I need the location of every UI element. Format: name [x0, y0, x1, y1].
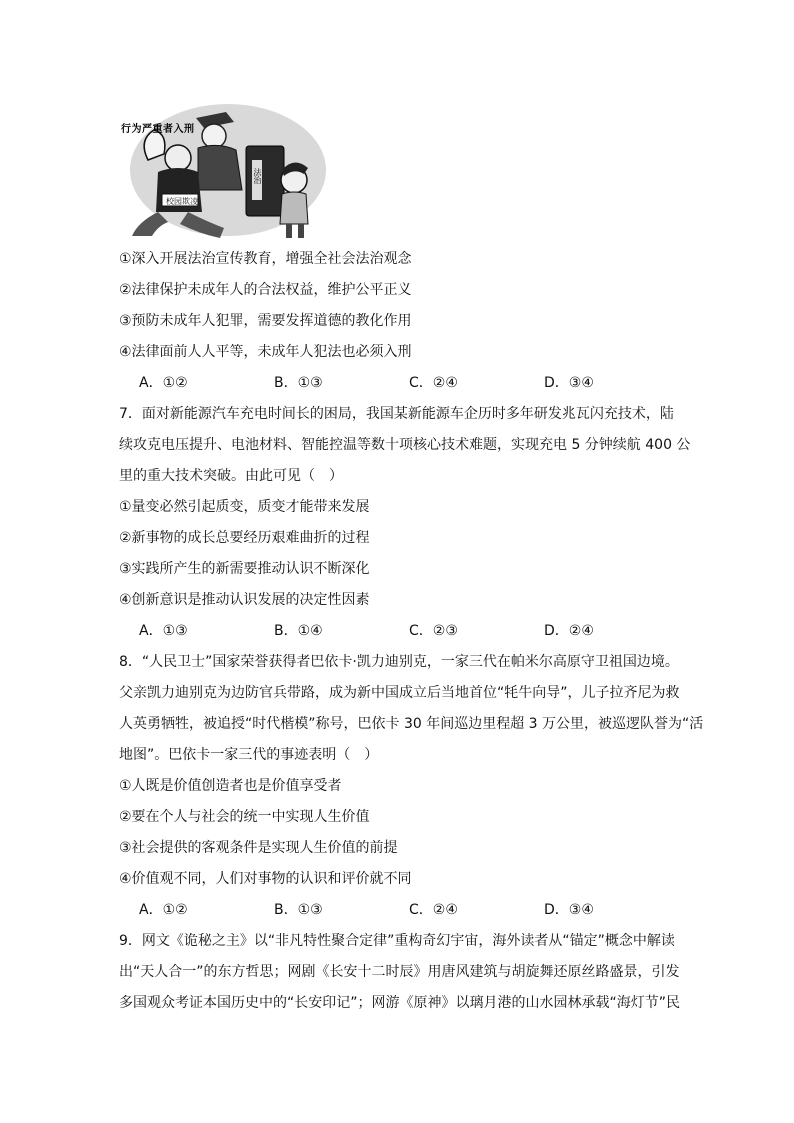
cartoon-caption: 行为严重者入刑 — [121, 124, 195, 135]
q8-item-4: ④价值观不同，人们对事物的认识和评价就不同 — [119, 871, 412, 887]
q6-option-c[interactable]: C．②④ — [409, 375, 458, 391]
q9-stem-line-2: 出“天人合一”的东方哲思；网剧《长安十二时辰》用唐风建筑与胡旋舞还原丝路盛景，引发 — [119, 964, 680, 980]
q6-option-d[interactable]: D．③④ — [544, 375, 594, 391]
q8-stem-line-2: 父亲凯力迪别克为边防官兵带路，成为新中国成立后当地首位“牦牛向导”，儿子拉齐尼为救 — [119, 685, 680, 701]
q7-stem-line-1: 7．面对新能源汽车充电时间长的困局，我国某新能源车企历时多年研发兆瓦闪充技术，陆 — [119, 406, 674, 422]
q7-option-c[interactable]: C．②③ — [409, 623, 458, 639]
cartoon-book-text: 法治 — [253, 168, 262, 184]
q7-option-a[interactable]: A．①③ — [139, 623, 188, 639]
q6-item-4: ④法律面前人人平等，未成年人犯法也必须入刑 — [119, 344, 412, 360]
q8-stem-line-3: 人英勇牺牲，被追授“时代楷模”称号，巴依卡 30 年间巡边里程超 3 万公里，被巡逻队誉为“活 — [119, 716, 704, 732]
q6-option-b[interactable]: B．①③ — [274, 375, 323, 391]
q8-option-d[interactable]: D．③④ — [544, 902, 594, 918]
q9-stem-line-1: 9．网文《诡秘之主》以“非凡特性聚合定律”重构奇幻宇宙，海外读者从“锚定”概念中解读 — [119, 933, 675, 949]
q7-item-2: ②新事物的成长总要经历艰难曲折的过程 — [119, 530, 370, 546]
q8-item-3: ③社会提供的客观条件是实现人生价值的前提 — [119, 840, 398, 856]
q8-item-1: ①人既是价值创造者也是价值享受者 — [119, 778, 342, 794]
q6-option-a[interactable]: A．①② — [139, 375, 188, 391]
q7-item-3: ③实践所产生的新需要推动认识不断深化 — [119, 561, 370, 577]
question-content — [119, 244, 704, 1019]
q8-option-b[interactable]: B．①③ — [274, 902, 323, 918]
q8-option-a[interactable]: A．①② — [139, 902, 188, 918]
q6-options — [119, 368, 679, 399]
q7-item-4: ④创新意识是推动认识发展的决定性因素 — [119, 592, 370, 608]
q7-options — [119, 616, 679, 647]
q7-option-d[interactable]: D．②④ — [544, 623, 594, 639]
q6-item-2: ②法律保护未成年人的合法权益，维护公平正义 — [119, 282, 412, 298]
q8-stem-line-4: 地图”。巴依卡一家三代的事迹表明（ ） — [119, 747, 379, 763]
q6-item-1: ①深入开展法治宣传教育，增强全社会法治观念 — [119, 251, 412, 267]
q8-options — [119, 895, 679, 926]
q9-stem-line-3: 多国观众考证本国历史中的“长安印记”；网游《原神》以璃月港的山水园林承载“海灯节”民 — [119, 995, 681, 1011]
q7-stem-line-3: 里的重大技术突破。由此可见（ ） — [119, 468, 343, 484]
q7-item-1: ①量变必然引起质变，质变才能带来发展 — [119, 499, 370, 515]
q8-stem-line-1: 8．“人民卫士”国家荣誉获得者巴依卡·凯力迪别克，一家三代在帕米尔高原守卫祖国边境。 — [119, 654, 679, 670]
q8-option-c[interactable]: C．②④ — [409, 902, 458, 918]
cartoon-badge-text: 校园欺凌 — [166, 197, 198, 206]
q7-option-b[interactable]: B．①④ — [274, 623, 323, 639]
q8-item-2: ②要在个人与社会的统一中实现人生价值 — [119, 809, 370, 825]
q7-stem-line-2: 续攻克电压提升、电池材料、智能控温等数十项核心技术难题，实现充电 5 分钟续航 400 公 — [119, 437, 691, 453]
q6-item-3: ③预防未成年人犯罪，需要发挥道德的教化作用 — [119, 313, 412, 329]
